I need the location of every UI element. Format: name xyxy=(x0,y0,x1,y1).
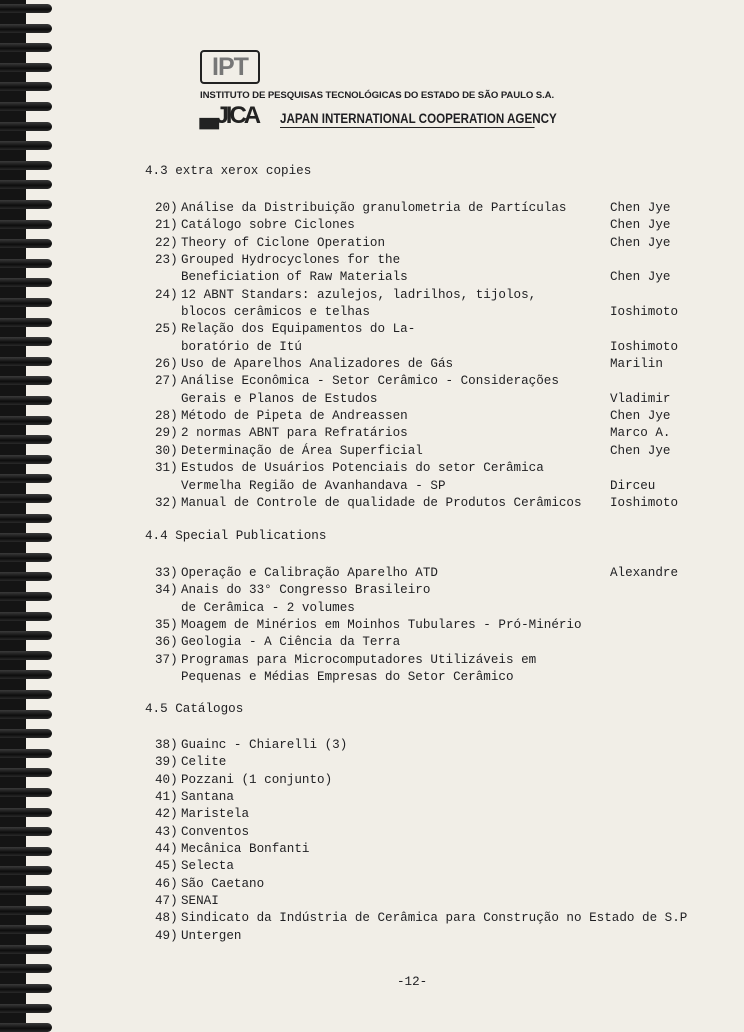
item-number: 45) xyxy=(155,859,178,874)
item-number: 21) xyxy=(155,218,178,233)
item-title: Análise da Distribuição granulometria de Partículas xyxy=(181,201,567,215)
item-number: 42) xyxy=(155,807,178,822)
item-number: 34) xyxy=(155,583,178,598)
item-line xyxy=(155,824,695,841)
item-title: 12 ABNT Standars: azulejos, ladrilhos, tijolos, xyxy=(181,287,537,302)
binding-coil xyxy=(0,435,52,444)
list-item xyxy=(155,460,695,495)
item-number: 48) xyxy=(155,911,178,926)
list-item xyxy=(155,287,695,322)
item-author: Chen Jye xyxy=(610,270,671,285)
item-title: de Cerâmica - 2 volumes xyxy=(181,600,355,615)
ipt-logo: IPT xyxy=(200,50,260,84)
item-title: blocos cerâmicos e telhas xyxy=(181,305,370,320)
item-number xyxy=(155,269,181,286)
list-item xyxy=(155,356,695,373)
binding-coil xyxy=(0,984,52,993)
item-title: Uso de Aparelhos Analizadores de Gás xyxy=(181,357,454,372)
list-item xyxy=(155,652,695,687)
item-title: Grouped Hydrocyclones for the xyxy=(181,253,401,268)
item-title: Operação e Calibração Aparelho ATD xyxy=(181,566,438,580)
item-line xyxy=(155,582,695,599)
item-title: Pequenas e Médias Empresas do Setor Cerâmico xyxy=(181,670,514,685)
binding-coil xyxy=(0,200,52,209)
binding-coil xyxy=(0,474,52,483)
binding-coil xyxy=(0,318,52,327)
item-number: 29) xyxy=(155,426,178,441)
item-author: Dirceu xyxy=(610,478,656,493)
item-number: 30) xyxy=(155,443,178,458)
binding-coil xyxy=(0,925,52,934)
item-number: 39) xyxy=(155,755,178,770)
binding-coil xyxy=(0,278,52,287)
list-item xyxy=(155,841,695,858)
item-title: Pozzani (1 conjunto) xyxy=(181,772,333,787)
binding-coil xyxy=(0,533,52,542)
binding-coil xyxy=(0,1023,52,1032)
item-title: Determinação de Área Superficial xyxy=(181,443,423,458)
item-author: Chen Jye xyxy=(610,443,671,458)
jica-agency-name: JAPAN INTERNATIONAL COOPERATION AGENCY xyxy=(280,111,557,126)
binding-coil xyxy=(0,827,52,836)
item-number: 35) xyxy=(155,618,178,633)
binding-coil xyxy=(0,122,52,131)
item-line xyxy=(155,772,695,789)
binding-coil xyxy=(0,24,52,33)
item-author: Chen Jye xyxy=(610,235,671,250)
item-title: Theory of Ciclone Operation xyxy=(181,235,386,250)
item-author: Marco A. xyxy=(610,426,671,441)
item-line xyxy=(155,373,695,390)
binding-coil xyxy=(0,710,52,719)
item-line xyxy=(155,806,695,823)
item-title: Celite xyxy=(181,755,227,770)
item-title: Beneficiation of Raw Materials xyxy=(181,270,408,285)
binding-coil xyxy=(0,788,52,797)
item-number xyxy=(155,304,181,321)
binding-coil xyxy=(0,514,52,523)
item-number: 46) xyxy=(155,876,178,891)
binding-coil xyxy=(0,161,52,170)
item-number: 25) xyxy=(155,322,178,337)
item-number: 41) xyxy=(155,790,178,805)
item-line xyxy=(155,652,695,669)
item-number: 32) xyxy=(155,495,178,510)
list-item xyxy=(155,408,695,425)
item-list-4-3 xyxy=(155,200,695,512)
item-title: Método de Pipeta de Andreassen xyxy=(181,409,408,424)
item-list-4-5 xyxy=(155,737,695,945)
item-number: 37) xyxy=(155,652,178,667)
binding-coil xyxy=(0,396,52,405)
binding-coil xyxy=(0,553,52,562)
item-line xyxy=(155,600,695,617)
item-author: Chen Jye xyxy=(610,409,671,424)
binding-coil xyxy=(0,768,52,777)
item-author: Alexandre xyxy=(610,566,679,580)
item-list-4-4 xyxy=(155,565,695,686)
item-number: 22) xyxy=(155,235,178,250)
binding-coil xyxy=(0,592,52,601)
binding-coil xyxy=(0,906,52,915)
binding-coil xyxy=(0,357,52,366)
list-item xyxy=(155,217,695,234)
binding-coil xyxy=(0,690,52,699)
item-number: 33) xyxy=(155,566,178,580)
item-title: Gerais e Planos de Estudos xyxy=(181,391,378,406)
item-number: 49) xyxy=(155,928,178,943)
item-line xyxy=(155,252,695,269)
item-line xyxy=(155,460,695,477)
binding-coil xyxy=(0,1004,52,1013)
list-item xyxy=(155,252,695,287)
binding-coil xyxy=(0,259,52,268)
section-heading-4-4: 4.4 Special Publications xyxy=(145,529,327,543)
item-title: Sindicato da Indústria de Cerâmica para Construção no Estado de S.P xyxy=(181,911,688,926)
item-number: 27) xyxy=(155,374,178,389)
binding-coil xyxy=(0,651,52,660)
list-item xyxy=(155,495,695,512)
binding-coil xyxy=(0,749,52,758)
item-number: 24) xyxy=(155,287,178,302)
item-number: 28) xyxy=(155,409,178,424)
item-number xyxy=(155,339,181,356)
binding-coil xyxy=(0,847,52,856)
item-title: SENAI xyxy=(181,894,219,909)
item-line xyxy=(155,737,695,754)
jica-logo: ▃JICA xyxy=(200,102,259,129)
list-item xyxy=(155,373,695,408)
binding-coil xyxy=(0,239,52,248)
binding-coil xyxy=(0,670,52,679)
item-line xyxy=(155,789,695,806)
binding-coil xyxy=(0,376,52,385)
list-item xyxy=(155,582,695,617)
binding-coil xyxy=(0,337,52,346)
item-line xyxy=(155,634,695,651)
item-author: Chen Jye xyxy=(610,218,671,233)
page-number: -12- xyxy=(397,975,428,989)
list-item xyxy=(155,754,695,771)
item-title: Manual de Controle de qualidade de Produtos Cerâmicos xyxy=(181,495,582,510)
item-title: Estudos de Usuários Potenciais do setor Cerâmica xyxy=(181,461,544,476)
binding-coil xyxy=(0,416,52,425)
item-title: São Caetano xyxy=(181,876,265,891)
binding-coil xyxy=(0,82,52,91)
item-number xyxy=(155,669,181,686)
item-line xyxy=(155,669,695,686)
item-number xyxy=(155,391,181,408)
binding-coil xyxy=(0,729,52,738)
binding-coil xyxy=(0,102,52,111)
binding-coil xyxy=(0,180,52,189)
item-title: 2 normas ABNT para Refratários xyxy=(181,426,408,441)
list-item xyxy=(155,893,695,910)
binding-coil xyxy=(0,220,52,229)
item-title: boratório de Itú xyxy=(181,339,302,354)
list-item xyxy=(155,321,695,356)
list-item xyxy=(155,443,695,460)
item-line xyxy=(155,287,695,304)
list-item xyxy=(155,910,695,927)
binding-coil xyxy=(0,455,52,464)
binding-coil xyxy=(0,494,52,503)
binding-coil xyxy=(0,612,52,621)
item-line xyxy=(155,617,695,634)
item-title: Conventos xyxy=(181,824,250,839)
binding-coil xyxy=(0,886,52,895)
list-item xyxy=(155,634,695,651)
list-item xyxy=(155,235,695,252)
item-title: Untergen xyxy=(181,928,242,943)
item-line xyxy=(155,858,695,875)
item-title: Vermelha Região de Avanhandava - SP xyxy=(181,478,446,493)
item-number: 36) xyxy=(155,635,178,650)
list-item xyxy=(155,425,695,442)
item-title: Santana xyxy=(181,790,234,805)
binding-coil xyxy=(0,298,52,307)
item-author: Ioshimoto xyxy=(610,305,679,320)
item-author: Ioshimoto xyxy=(610,495,679,510)
section-heading-4-3: 4.3 extra xerox copies xyxy=(145,164,312,178)
binding-coil xyxy=(0,4,52,13)
section-heading-4-5: 4.5 Catálogos xyxy=(145,702,244,716)
binding-coil xyxy=(0,141,52,150)
item-title: Geologia - A Ciência da Terra xyxy=(181,635,401,650)
list-item xyxy=(155,565,695,582)
item-number: 26) xyxy=(155,357,178,372)
item-line xyxy=(155,754,695,771)
list-item xyxy=(155,876,695,893)
item-number: 47) xyxy=(155,894,178,909)
item-author: Ioshimoto xyxy=(610,339,679,354)
item-number: 23) xyxy=(155,253,178,268)
binding-coil xyxy=(0,63,52,72)
list-item xyxy=(155,789,695,806)
item-number: 31) xyxy=(155,461,178,476)
item-title: Maristela xyxy=(181,807,250,822)
item-author: Chen Jye xyxy=(610,201,671,215)
list-item xyxy=(155,737,695,754)
item-title: Mecânica Bonfanti xyxy=(181,842,310,857)
item-title: Guainc - Chiarelli (3) xyxy=(181,738,348,752)
item-line xyxy=(155,893,695,910)
item-line xyxy=(155,928,695,945)
item-author: Marilin xyxy=(610,357,663,372)
item-line xyxy=(155,876,695,893)
item-title: Relação dos Equipamentos do La- xyxy=(181,322,416,337)
item-number: 38) xyxy=(155,738,178,752)
binding-coil xyxy=(0,945,52,954)
item-line xyxy=(155,841,695,858)
list-item xyxy=(155,772,695,789)
item-title: Moagem de Minérios em Moinhos Tubulares - Pró-Minério xyxy=(181,618,582,633)
item-title: Selecta xyxy=(181,859,234,874)
binding-coil xyxy=(0,866,52,875)
list-item xyxy=(155,200,695,217)
item-number: 44) xyxy=(155,842,178,857)
letterhead xyxy=(200,50,576,128)
item-title: Análise Econômica - Setor Cerâmico - Considerações xyxy=(181,374,559,389)
item-title: Catálogo sobre Ciclones xyxy=(181,218,355,233)
list-item xyxy=(155,806,695,823)
item-line xyxy=(155,910,695,927)
list-item xyxy=(155,858,695,875)
item-author: Vladimir xyxy=(610,391,671,406)
item-number xyxy=(155,478,181,495)
binding-coil xyxy=(0,631,52,640)
item-line xyxy=(155,321,695,338)
binding-coil xyxy=(0,808,52,817)
binding-coil xyxy=(0,43,52,52)
item-number: 43) xyxy=(155,824,178,839)
item-title: Anais do 33° Congresso Brasileiro xyxy=(181,583,431,598)
binding-coil xyxy=(0,964,52,973)
item-number: 20) xyxy=(155,201,178,215)
item-title: Programas para Microcomputadores Utilizáveis em xyxy=(181,652,537,667)
ipt-institute-name: INSTITUTO DE PESQUISAS TECNOLÓGICAS DO ESTADO DE SÃO PAULO S.A. xyxy=(200,90,555,101)
item-number: 40) xyxy=(155,772,178,787)
binding-coil xyxy=(0,572,52,581)
list-item xyxy=(155,824,695,841)
list-item xyxy=(155,928,695,945)
list-item xyxy=(155,617,695,634)
item-number xyxy=(155,600,181,617)
